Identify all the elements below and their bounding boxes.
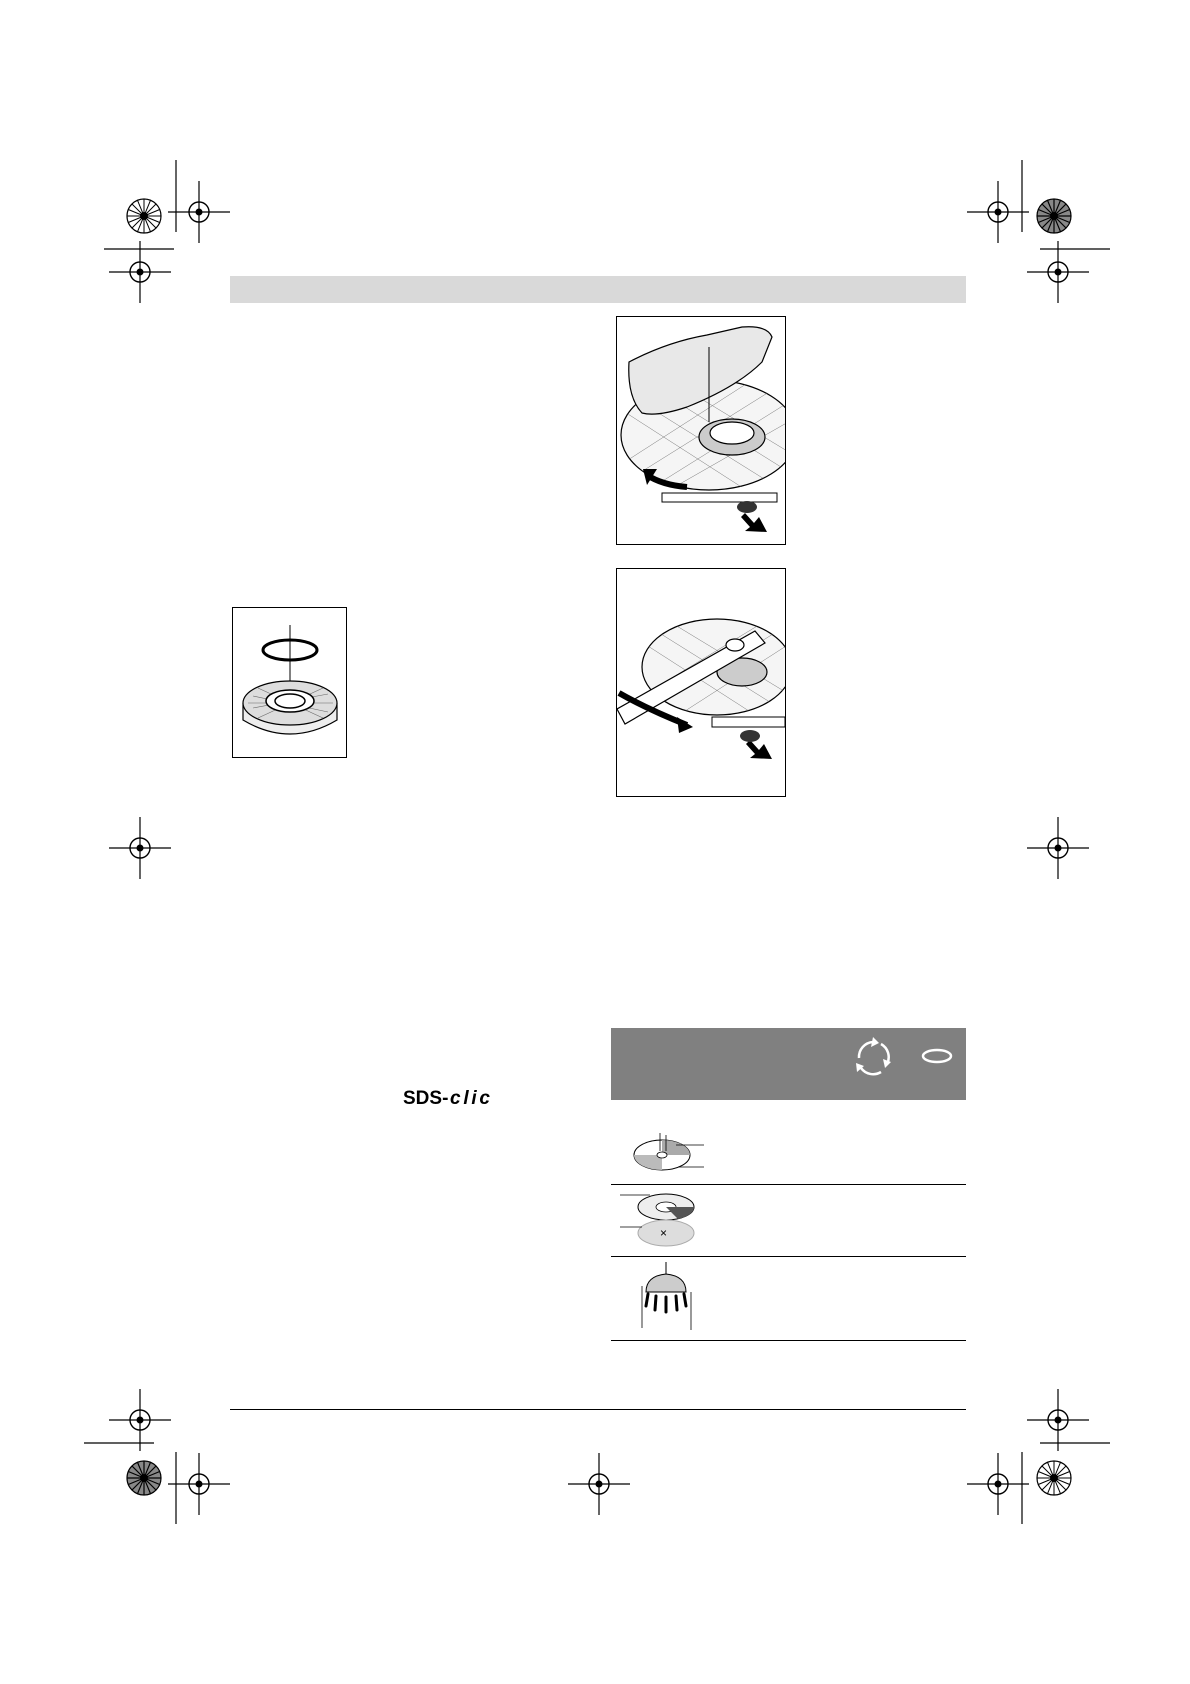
footer-rule (230, 1409, 966, 1410)
svg-text:×: × (660, 1226, 668, 1240)
figure-wrench-loosening (616, 568, 786, 797)
table-header (611, 1028, 966, 1100)
row-divider (611, 1256, 966, 1257)
backing-pad-icon (620, 1189, 700, 1251)
figure-clamping-nut (232, 607, 347, 758)
sds-clic-logo (403, 1086, 493, 1108)
svg-text:SDS-: SDS- (403, 1088, 449, 1108)
ring-icon (919, 1046, 955, 1066)
header-bar (230, 276, 966, 303)
cutting-disc-icon (628, 1131, 708, 1177)
svg-text:clic: clic (450, 1088, 490, 1108)
table-bottom-rule (611, 1340, 966, 1341)
figure-hand-tightening (616, 316, 786, 545)
cup-brush-icon (636, 1262, 696, 1332)
row-divider (611, 1184, 966, 1185)
recycle-icon (851, 1034, 895, 1080)
